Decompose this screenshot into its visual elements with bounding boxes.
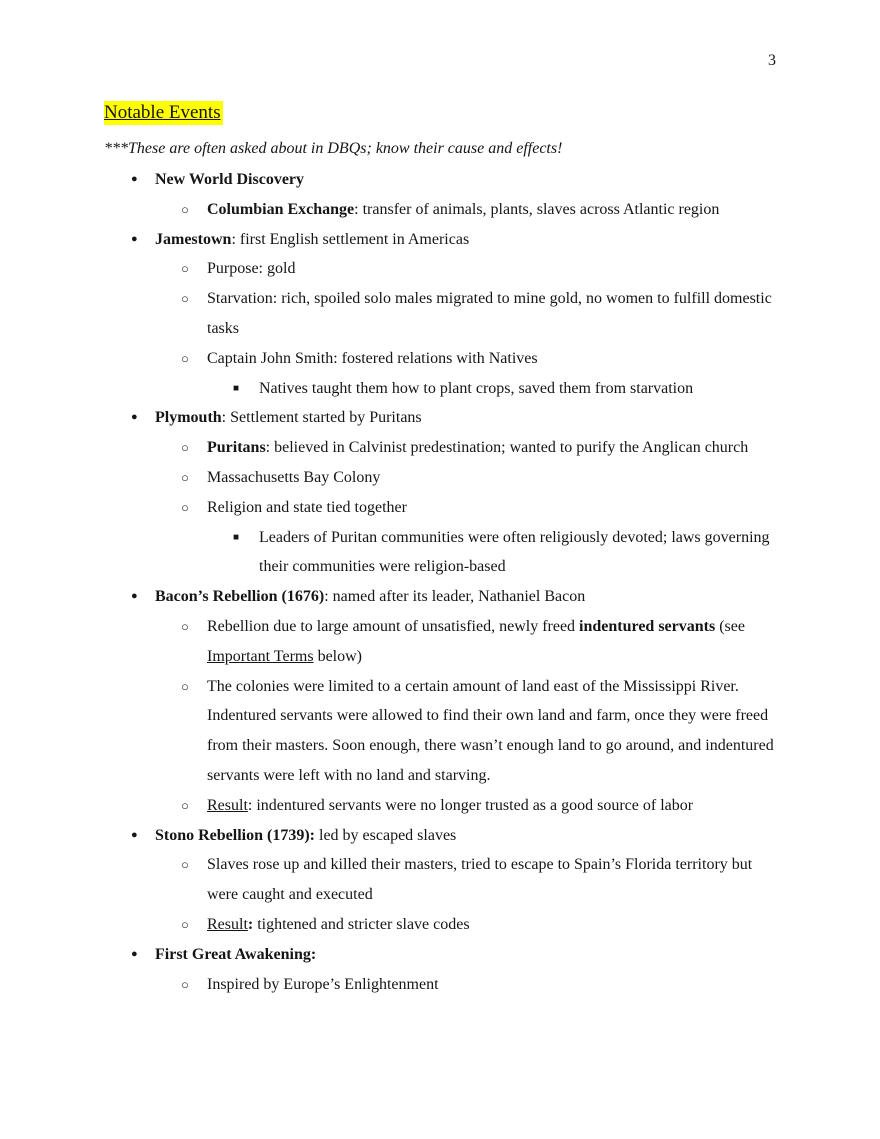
list-item: [0, 940, 778, 970]
bullet-circle-icon: ○: [181, 618, 189, 634]
list-item-text: Plymouth: Settlement started by Puritans: [155, 409, 422, 427]
bullet-circle-icon: ○: [181, 678, 189, 694]
list-item: [0, 374, 778, 404]
list-item: [0, 254, 778, 284]
list-item-text: Inspired by Europe’s Enlightenment: [207, 975, 439, 993]
list-item: [0, 433, 778, 463]
list-item-text: Puritans: believed in Calvinist predestination; wanted to purify the Anglican church: [207, 439, 749, 457]
list-item-text: Bacon’s Rebellion (1676): named after its leader, Nathaniel Bacon: [155, 588, 586, 606]
bullet-circle-icon: ○: [181, 857, 189, 873]
bullet-circle-icon: ○: [181, 440, 189, 456]
list-item-text: Rebellion due to large amount of unsatisfied, newly freed indentured servants (see Important Terms below): [207, 617, 745, 665]
bullet-circle-icon: ○: [181, 797, 189, 813]
list-item: [0, 493, 778, 523]
list-item-text: Natives taught them how to plant crops, saved them from starvation: [259, 379, 694, 397]
bullet-disc-icon: ●: [131, 173, 138, 185]
bullet-disc-icon: ●: [131, 232, 138, 245]
dbq-note-text: ***These are often asked about in DBQs; know their cause and effects!: [104, 140, 563, 157]
list-item-text: Captain John Smith: fostered relations with Natives: [207, 349, 538, 367]
list-item-text: Leaders of Puritan communities were often religiously devoted; laws governing their communities were religion-based: [259, 528, 770, 576]
bullet-square-icon: ■: [233, 531, 240, 543]
list-item-text: First Great Awakening:: [155, 945, 317, 963]
list-item: [0, 910, 778, 940]
bullet-circle-icon: ○: [181, 291, 189, 307]
list-item: [0, 523, 778, 583]
list-item-text: Columbian Exchange: transfer of animals, plants, slaves across Atlantic region: [207, 200, 720, 218]
bullet-circle-icon: ○: [181, 261, 189, 277]
list-item: [0, 791, 778, 821]
page-number: 3: [768, 52, 776, 69]
list-item: [0, 165, 778, 195]
bullet-circle-icon: ○: [181, 976, 189, 992]
list-item: [0, 195, 778, 225]
list-item-text: Result: indentured servants were no longer trusted as a good source of labor: [207, 796, 694, 814]
list-item: [0, 582, 778, 612]
list-item: [0, 970, 778, 1000]
highlighted-heading-text: Notable Events: [104, 102, 221, 123]
bullet-disc-icon: ●: [131, 947, 138, 960]
list-item-text: Jamestown: first English settlement in Americas: [155, 230, 470, 248]
list-item: [0, 344, 778, 374]
list-item-text: The colonies were limited to a certain amount of land east of the Mississippi River. Indentured servants were allowed to find their own land and farm, once they were freed from their masters. Soon enough, there wasn’t enough land to go around, and indentured servants were left with no land and starving.: [207, 677, 774, 784]
list-item: [0, 403, 778, 433]
section-heading: [104, 101, 223, 125]
bullet-square-icon: ■: [233, 382, 240, 394]
list-item-text: Purpose: gold: [207, 260, 296, 278]
list-item: [0, 850, 778, 910]
bullet-circle-icon: ○: [181, 350, 189, 366]
bullet-circle-icon: ○: [181, 916, 189, 932]
bullet-circle-icon: ○: [181, 499, 189, 515]
list-item-text: Religion and state tied together: [207, 498, 407, 516]
list-item-text: Massachusetts Bay Colony: [207, 468, 381, 486]
list-item: [0, 225, 778, 255]
list-item-text: New World Discovery: [155, 171, 305, 188]
list-item: [0, 612, 778, 672]
list-item: [0, 284, 778, 344]
list-item-text: Result: tightened and stricter slave codes: [207, 915, 470, 933]
bullet-circle-icon: ○: [181, 201, 189, 217]
list-item-text: Stono Rebellion (1739): led by escaped slaves: [155, 826, 457, 844]
bullet-circle-icon: ○: [181, 469, 189, 485]
bullet-disc-icon: ●: [131, 590, 138, 603]
bullet-disc-icon: ●: [131, 411, 138, 424]
list-item: [0, 672, 778, 791]
list-item: [0, 463, 778, 493]
outline-list: [0, 165, 778, 999]
list-item-text: Starvation: rich, spoiled solo males migrated to mine gold, no women to fulfill domestic tasks: [207, 290, 772, 337]
bullet-disc-icon: ●: [131, 828, 138, 841]
list-item-text: Slaves rose up and killed their masters, tried to escape to Spain’s Florida territory but were caught and executed: [207, 856, 753, 904]
list-item: [0, 821, 778, 851]
